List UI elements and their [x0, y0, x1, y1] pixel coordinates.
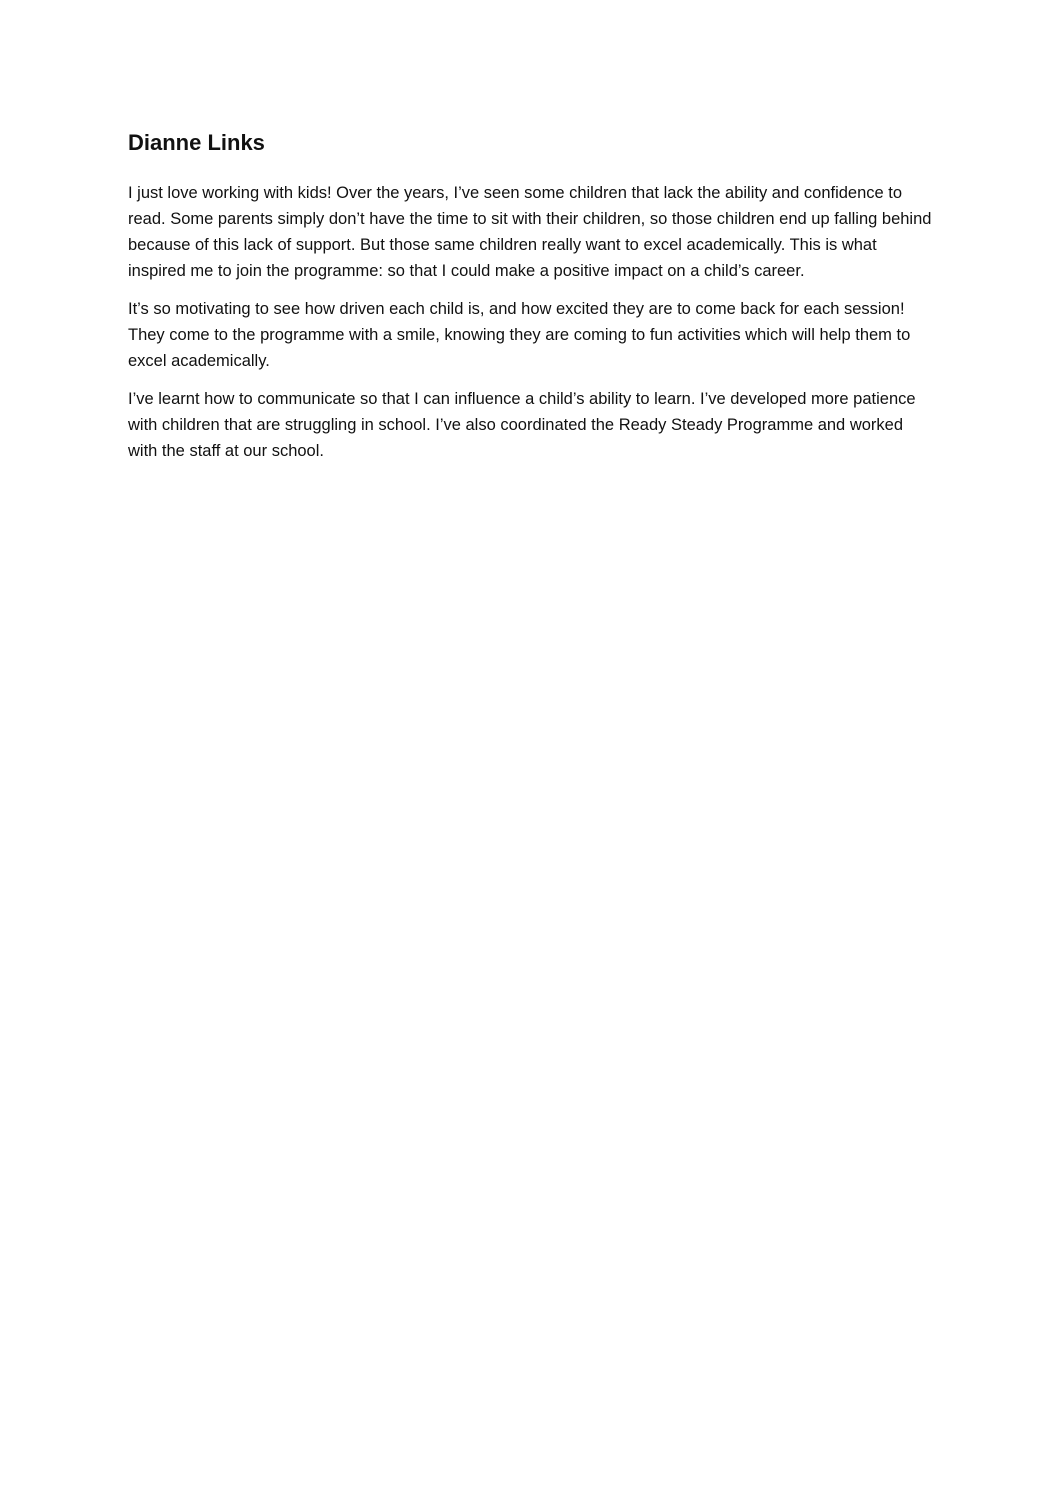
paragraph-1: I just love working with kids! Over the years, I’ve seen some children that lack the ability and confidence to read. Some parents simply don’t have the time to sit with their children, so those children end up falling behind because of this lack of support. But those same children really want to excel academically. This is what inspired me to join the programme: so that I could make a positive impact on a child’s career. [128, 184, 932, 280]
paragraph-3: I’ve learnt how to communicate so that I can influence a child’s ability to learn. I’ve developed more patience with children that are struggling in school. I’ve also coordinated the Ready Steady Programme and worked with the staff at our school. [128, 390, 916, 460]
document-content [128, 128, 934, 476]
paragraph-2: It’s so motivating to see how driven each child is, and how excited they are to come back for each session! They come to the programme with a smile, knowing they are coming to fun activities which will help them to excel academically. [128, 300, 911, 370]
page-title: Dianne Links [128, 130, 265, 155]
